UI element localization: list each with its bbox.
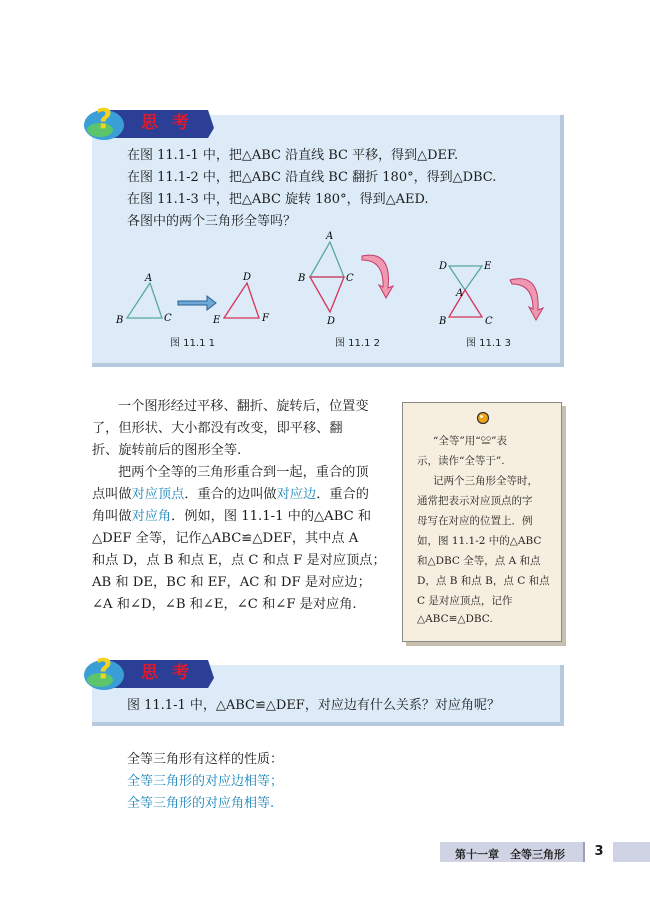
figure-11-1-1 [110,268,280,328]
side-note [402,402,562,642]
page-number: 3 [583,842,613,862]
note-line-7: 和△DBC 全等，点 A 和点 [417,555,541,567]
triangle-abc [449,290,482,317]
label-E: E [484,261,492,272]
note-line-9: C 是对应顶点，记作 [417,595,513,607]
text-segment: 点叫做 [92,487,132,502]
body-line-6 [92,506,371,528]
triangle-abc [310,242,344,277]
note-line-8: D，点 B 和点 B，点 C 和点 [417,575,550,587]
think1-line-2: 在图 11.1-2 中，把△ABC 沿直线 BC 翻折 180°，得到△DBC. [127,170,497,185]
label-C: C [485,316,493,327]
think-badge-2 [80,646,215,692]
triangle-dbc [310,277,344,312]
think1-line-3: 在图 11.1-3 中，把△ABC 旋转 180°，得到△AED. [127,192,429,207]
label-A: A [456,288,464,299]
chapter-title: 第十一章 全等三角形 [455,848,565,861]
body-line-3: 折、旋转前后的图形全等. [92,443,242,458]
triangle-aed [449,266,482,290]
text-segment: ．重合的 [316,487,369,502]
label-E: E [213,315,221,326]
term-corresponding-vertex: 对应顶点 [131,487,185,502]
note-line-6: 如，图 11.1-2 中的△ABC [417,535,542,547]
body-line-4: 把两个全等的三角形重合到一起，重合的顶 [118,465,369,480]
svg-text:?: ? [96,102,113,135]
think1-line-1: 在图 11.1-1 中，把△ABC 沿直线 BC 平移，得到△DEF. [127,148,459,163]
translate-arrow-icon [178,296,216,310]
think-title-1: 思 考 [141,113,193,133]
label-B: B [298,273,306,284]
body-line-10: ∠A 和∠D，∠B 和∠E，∠C 和∠F 是对应角. [92,597,357,612]
text-segment: ．例如，图 11.1-1 中的△ABC 和 [171,509,372,524]
note-line-5: 母写在对应的位置上．例 [417,515,533,527]
label-B: B [439,316,447,327]
body-line-2: 了，但形状、大小都没有改变，即平移、翻 [92,421,343,436]
term-corresponding-side: 对应边 [276,487,317,502]
note-line-4: 通常把表示对应顶点的字 [417,495,533,507]
think-badge-1 [80,96,215,142]
property-sides-equal: 全等三角形的对应边相等； [127,774,284,789]
term-corresponding-angle: 对应角 [131,509,172,524]
think1-line-4: 各图中的两个三角形全等吗？ [127,214,297,229]
label-C: C [164,313,172,324]
body-line-8: 和点 D，点 B 和点 E，点 C 和点 F 是对应顶点； [92,553,386,568]
think2-line: 图 11.1-1 中，△ABC≌△DEF，对应边有什么关系？对应角呢？ [127,698,500,713]
svg-text:?: ? [96,652,113,685]
label-D: D [439,261,448,272]
label-A: A [145,273,153,284]
body-line-5 [92,484,369,506]
note-line-1: “全等”用“≌”表 [433,435,507,447]
body-line-1: 一个图形经过平移、翻折、旋转后，位置变 [118,399,369,414]
pushpin-icon [476,411,490,425]
body-line-7: △DEF 全等，记作△ABC≌△DEF，其中点 A [92,531,359,546]
property-angles-equal: 全等三角形的对应角相等. [127,796,275,811]
label-A: A [326,231,334,242]
figure-caption-1: 图 11.1 1 [170,338,215,349]
figure-caption-3: 图 11.1 3 [466,338,511,349]
label-D: D [243,272,252,283]
body-line-9: AB 和 DE，BC 和 EF，AC 和 DF 是对应边； [92,575,371,590]
think-title-2: 思 考 [141,663,193,683]
rotate-arrow-icon [510,279,543,320]
text-segment: 角叫做 [92,509,132,524]
label-D: D [327,316,336,327]
properties-intro: 全等三角形有这样的性质： [127,752,284,767]
figure-caption-2: 图 11.1 2 [335,338,380,349]
figure-11-1-3 [432,254,557,330]
label-C: C [346,273,354,284]
figure-11-1-2 [292,228,412,328]
label-F: F [262,313,269,324]
triangle-def [224,283,259,318]
note-line-2: 示，读作“全等于”. [417,455,505,467]
text-segment: ．重合的边叫做 [184,487,277,502]
flip-arrow-icon [362,255,393,298]
triangle-abc [127,283,162,318]
note-line-10: △ABC≌△DBC. [417,613,493,625]
label-B: B [116,315,124,326]
note-line-3: 记两个三角形全等时， [433,475,538,487]
